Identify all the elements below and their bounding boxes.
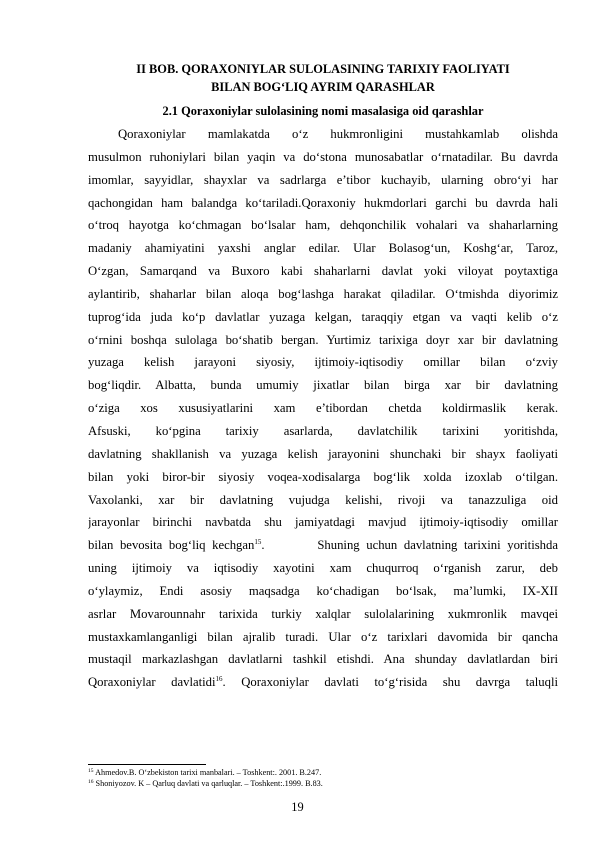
text-line: tuprog‘ida juda ko‘p davlatlar yuzaga kelgan, taraqqiy etgan va vaqti kelib o‘z bbox=[88, 309, 558, 324]
footnote-separator bbox=[88, 764, 206, 765]
text-line: O‘zgan, Samarqand va Buxoro kabi shaharlarni davlat yoki viloyat poytaxtiga bbox=[88, 264, 558, 279]
text-fragment: Shuning uchun davlatning tarixini yoritishda bbox=[317, 538, 558, 553]
footnote-reference[interactable]: 16 bbox=[215, 675, 223, 684]
text-fragment: bilan bevosita bog‘liq kechgan bbox=[88, 538, 255, 553]
footnote-text: Ahmedov.B. O‘zbekiston tarixi manbalari. – Toshkent:. 2001. B.247. bbox=[95, 768, 322, 777]
text-line: davlatning shakllanish va yuzaga kelish jarayonini shunchaki bir shayx faoliyati bbox=[88, 446, 558, 461]
text-line-with-footnote: bilan bevosita bog‘liq kechgan$^{15}$. Shuning uchun davlatning tarixini yoritishda bbox=[88, 538, 558, 553]
text-line: madaniy ahamiyatini yaxshi anglar edilar. Ular Bolasog‘un, Koshg‘ar, Taroz, bbox=[88, 241, 558, 256]
text-fragment: Qoraxoniylar davlati to‘g‘risida shu davrga taluqli bbox=[241, 675, 558, 690]
text-line: o‘ylaymiz, Endi asosiy maqsadga ko‘chadigan bo‘lsak, ma’lumki, IX-XII bbox=[88, 583, 558, 598]
body-paragraph bbox=[88, 123, 558, 694]
chapter-title-continued: BILAN BOG‘LIQ AYRIM QARASHLAR bbox=[211, 80, 435, 94]
text-fragment: Qoraxoniylar davlatidi bbox=[88, 675, 216, 690]
chapter-title: II BOB. QORAXONIYLAR SULOLASINING TARIXIY FAOLIYATI bbox=[136, 62, 510, 76]
footnote-number: 15 bbox=[88, 768, 94, 774]
text-line: asrlar Movarounnahr tarixida turkiy xalqlar sulolalarining xukmronlik mavqei bbox=[88, 606, 558, 621]
footnote bbox=[88, 778, 558, 789]
text-line: o‘ziga xos xususiyatlarini xam e’tibordan chetda koldirmaslik kerak. bbox=[88, 401, 558, 416]
text-line: o‘troq hayotga ko‘chmagan bo‘lsalar ham, dehqonchilik vohalari va shaharlarning bbox=[88, 218, 558, 233]
footnote bbox=[88, 767, 558, 778]
text-line: mustaxkamlanganligi bilan ajralib turadi. Ular o‘z tarixlari davomida bir qancha bbox=[88, 629, 558, 644]
footnote-number: 16 bbox=[88, 779, 94, 785]
text-line-with-footnote: Qoraxoniylar davlatidi$^{16}$. Qoraxoniylar davlati to‘g‘risida shu davrga taluqli bbox=[88, 675, 558, 690]
text-line: o‘rnini boshqa sulolaga bo‘shatib bergan. Yurtimiz tarixiga doyr xar bir davlatning bbox=[88, 332, 558, 347]
section-title: 2.1 Qoraxoniylar sulolasining nomi masalasiga oid qarashlar bbox=[162, 104, 484, 118]
text-line: imomlar, sayyidlar, shayxlar va sadrlarga e’tibor kuchayib, ularning obro‘yi har bbox=[88, 172, 558, 187]
text-line: Afsuski, ko‘pgina tarixiy asarlarda, davlatchilik tarixini yoritishda, bbox=[88, 423, 558, 438]
text-line: Vaxolanki, xar bir davlatning vujudga kelishi, rivoji va tanazzuliga oid bbox=[88, 492, 558, 507]
text-line: bog‘liqdir. Albatta, bunda umumiy jixatlar bilan birga xar bir davlatning bbox=[88, 378, 558, 393]
text-line: musulmon ruhoniylari bilan yaqin va do‘stona munosabatlar o‘rnatadilar. Bu davrda bbox=[88, 149, 558, 164]
footnote-reference[interactable]: 15 bbox=[254, 538, 262, 547]
text-line: aylantirib, shaharlar bilan aloqa bog‘lashga harakat qiladilar. O‘tmishda diyorimiz bbox=[88, 286, 558, 301]
text-line: mustaqil markazlashgan davlatlarni tashkil etishdi. Ana shunday davlatlardan biri bbox=[88, 652, 558, 667]
text-line: qachongidan ham balandga ko‘tariladi.Qoraxoniy hukmdorlari garchi bu davrda hali bbox=[88, 195, 558, 210]
text-line: Qoraxoniylar mamlakatda o‘z hukmronligini mustahkamlab olishda bbox=[118, 127, 558, 141]
footnotes bbox=[88, 767, 558, 789]
text-line: jarayonlar birinchi navbatda shu jamiyatdagi mavjud ijtimoiy-iqtisodiy omillar bbox=[88, 515, 558, 530]
text-line: uning ijtimoiy va iqtisodiy xayotini xam chuqurroq o‘rganish zarur, deb bbox=[88, 561, 558, 576]
footnote-text: Shoniyozov. K – Qarluq davlati va qarluqlar. – Toshkent:.1999. B.83. bbox=[95, 779, 323, 788]
page-number: 19 bbox=[291, 800, 304, 814]
text-line: yuzaga kelish jarayoni siyosiy, ijtimoiy-iqtisodiy omillar bilan o‘zviy bbox=[88, 355, 558, 370]
text-line: bilan yoki biror-bir siyosiy voqea-xodisalarga bog‘lik xolda izoxlab o‘tilgan. bbox=[88, 469, 558, 484]
